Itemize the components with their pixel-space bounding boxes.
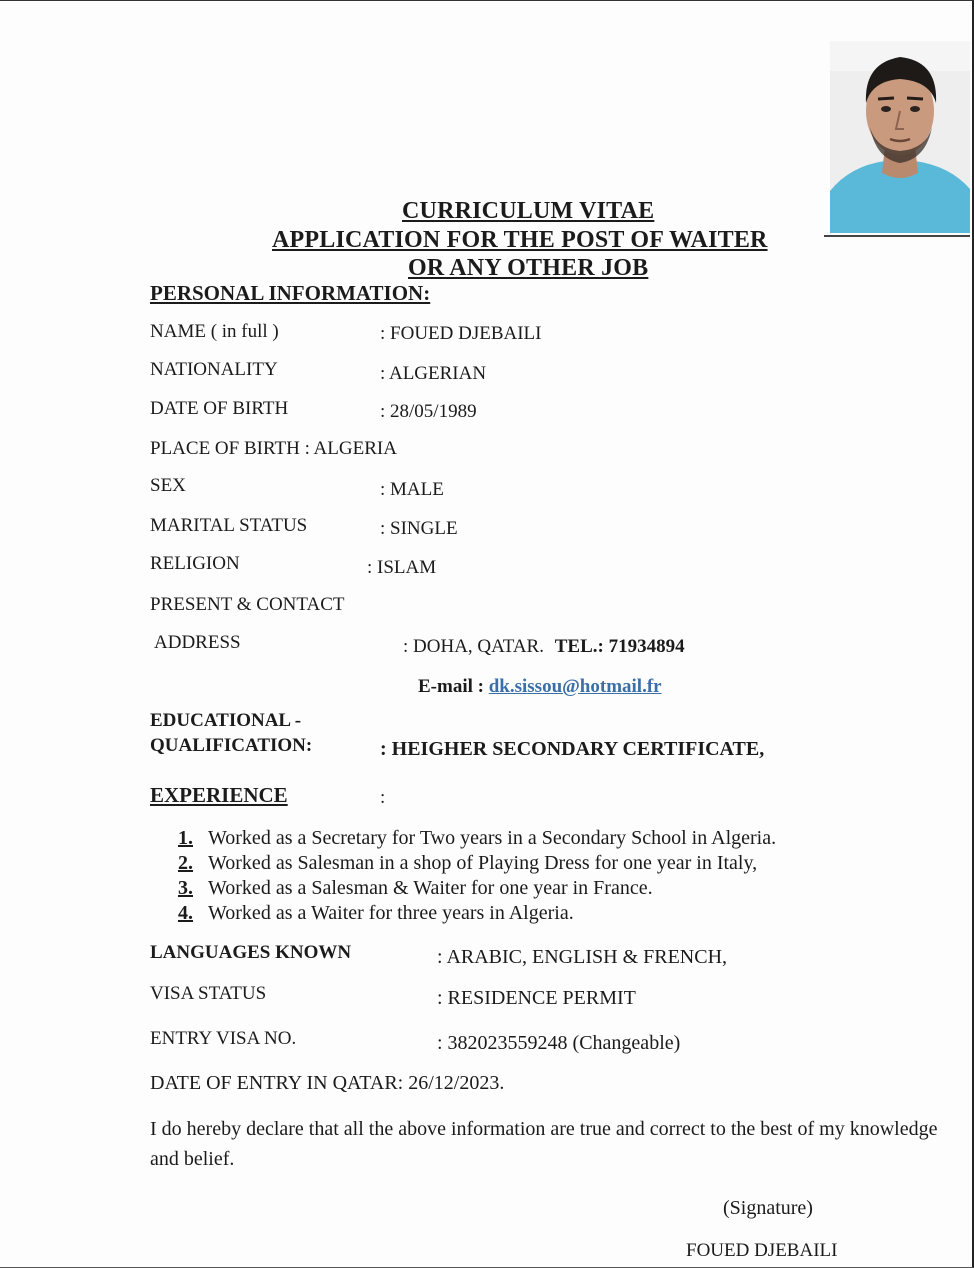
experience-text: Worked as a Secretary for Two years in a Secondary School in Algeria. <box>208 827 777 849</box>
email-link[interactable]: dk.sissou@hotmail.fr <box>488 676 662 697</box>
education-label-line2: QUALIFICATION: <box>150 735 313 756</box>
nationality-value: : ALGERIAN <box>380 363 487 384</box>
marital-status-label: MARITAL STATUS <box>150 515 308 536</box>
present-contact-label: PRESENT & CONTACT <box>150 594 345 615</box>
signature-name: FOUED DJEBAILI <box>686 1240 838 1261</box>
languages-value: : ARABIC, ENGLISH & FRENCH, <box>437 946 728 968</box>
religion-label: RELIGION <box>150 553 240 574</box>
visa-status-value: : RESIDENCE PERMIT <box>437 987 636 1009</box>
address-city: : DOHA, QATAR. <box>403 636 544 657</box>
sex-label: SEX <box>150 475 186 496</box>
cv-title: CURRICULUM VITAE <box>402 198 655 224</box>
entry-visa-value: : 382023559248 (Changeable) <box>437 1032 681 1054</box>
education-value: : HEIGHER SECONDARY CERTIFICATE, <box>380 738 765 760</box>
experience-text: Worked as a Salesman & Waiter for one year in France. <box>208 877 653 899</box>
experience-number: 1. <box>178 827 193 849</box>
address-label: ADDRESS <box>154 632 241 653</box>
dob-value: : 28/05/1989 <box>380 401 477 422</box>
experience-item <box>178 877 653 900</box>
email-row <box>418 676 662 698</box>
portrait-image <box>830 41 970 233</box>
application-subtitle: OR ANY OTHER JOB <box>408 255 649 281</box>
experience-text: Worked as Salesman in a shop of Playing Dress for one year in Italy, <box>208 852 758 874</box>
name-value: : FOUED DJEBAILI <box>380 323 542 344</box>
dob-label: DATE OF BIRTH <box>150 398 289 419</box>
place-of-birth: PLACE OF BIRTH : ALGERIA <box>150 438 397 459</box>
experience-text: Worked as a Waiter for three years in Algeria. <box>208 902 574 924</box>
tel-value: 71934894 <box>608 636 685 657</box>
experience-number: 4. <box>178 902 193 924</box>
signature-label: (Signature) <box>723 1197 813 1219</box>
experience-item <box>178 852 757 875</box>
application-title: APPLICATION FOR THE POST OF WAITER <box>272 227 768 253</box>
tel-label: TEL.: <box>554 636 604 657</box>
declaration-text: I do hereby declare that all the above information are true and correct to the best of my knowledge and belief. <box>150 1118 938 1170</box>
applicant-photo <box>830 41 970 233</box>
religion-value: : ISLAM <box>367 557 437 578</box>
entry-date: DATE OF ENTRY IN QATAR: 26/12/2023. <box>150 1072 505 1094</box>
email-label: E-mail : <box>418 676 484 697</box>
address-value <box>403 636 685 658</box>
name-label: NAME ( in full ) <box>150 321 279 342</box>
languages-label: LANGUAGES KNOWN <box>150 942 352 963</box>
education-label-line1: EDUCATIONAL - <box>150 710 302 731</box>
sex-value: : MALE <box>380 479 444 500</box>
experience-heading: EXPERIENCE <box>150 783 288 807</box>
personal-info-heading: PERSONAL INFORMATION: <box>150 281 431 305</box>
marital-status-value: : SINGLE <box>380 518 458 539</box>
experience-item <box>178 902 574 925</box>
experience-number: 2. <box>178 852 193 874</box>
experience-number: 3. <box>178 877 193 899</box>
experience-colon: : <box>380 787 386 808</box>
entry-visa-label: ENTRY VISA NO. <box>150 1028 297 1049</box>
experience-item <box>178 827 776 850</box>
nationality-label: NATIONALITY <box>150 359 278 380</box>
visa-status-label: VISA STATUS <box>150 983 267 1004</box>
photo-underline <box>824 235 970 237</box>
